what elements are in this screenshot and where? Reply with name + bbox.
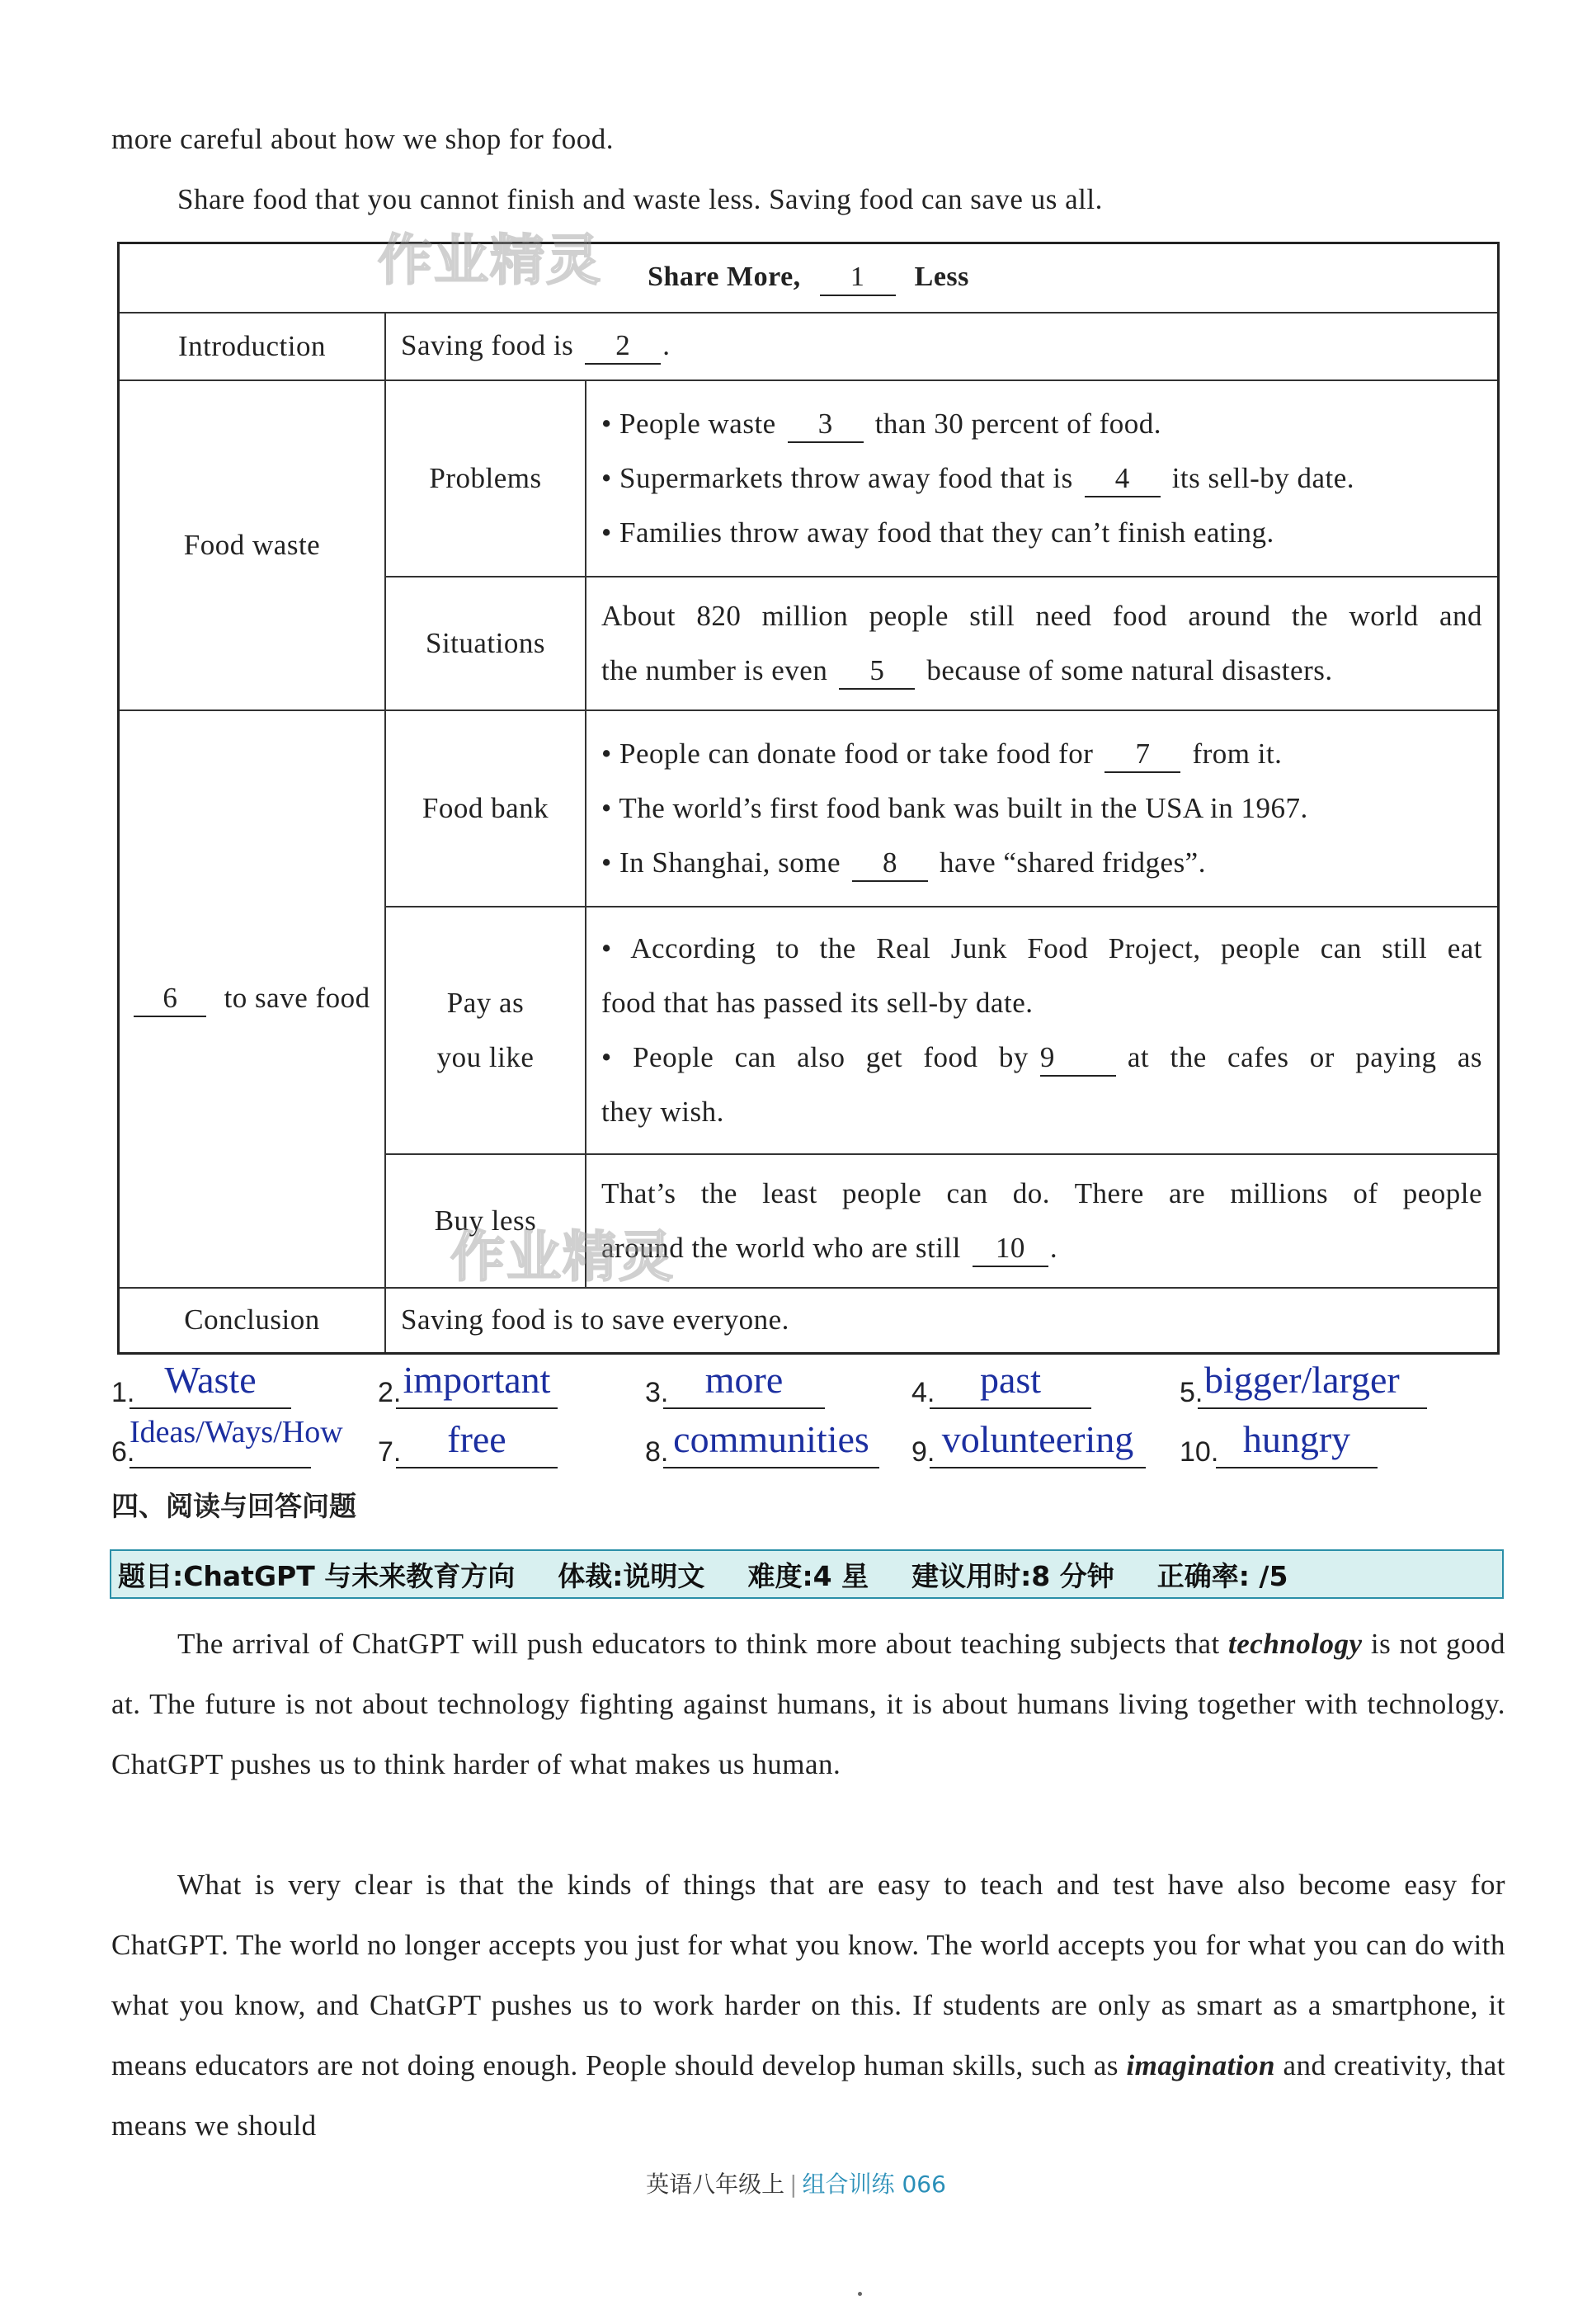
p-text: • People can also get food by xyxy=(601,1040,1029,1073)
answer-number: 8. xyxy=(645,1436,669,1468)
row-label-introduction: Introduction xyxy=(119,313,386,380)
problems-bullet-3: • Families throw away food that they can’t finish eating. xyxy=(601,516,1274,549)
row-label-conclusion: Conclusion xyxy=(119,1288,386,1354)
answers-row-2 xyxy=(111,1409,1514,1468)
answer-number: 2. xyxy=(378,1377,402,1408)
bl-text: . xyxy=(1049,1231,1058,1264)
answer-number: 10. xyxy=(1180,1436,1219,1468)
info-difficulty: 难度:4 星 xyxy=(747,1559,869,1592)
answer-number: 4. xyxy=(911,1377,935,1408)
passage-line-1: more careful about how we shop for food. xyxy=(111,123,614,155)
answer-value: communities xyxy=(663,1416,879,1468)
answer-number: 3. xyxy=(645,1377,669,1408)
answer-value: free xyxy=(396,1416,558,1468)
answer-value: important xyxy=(396,1356,558,1409)
article-text: The arrival of ChatGPT will push educators to think more about teaching subjects that xyxy=(177,1628,1220,1660)
watermark-1: 作业精灵 xyxy=(378,229,602,292)
fb-text: from it. xyxy=(1192,737,1283,770)
blank-5: 5 xyxy=(839,653,915,690)
buy-less-cell xyxy=(586,1154,1499,1288)
pay-line-3 xyxy=(601,1030,1482,1085)
pay-line-1: • According to the Real Junk Food Project, people can still eat xyxy=(601,931,1482,964)
article-text: is not good at. The future is not about technology fighting against humans, it is about humans living together with technology. ChatGPT pushes us to think harder of what makes us human. xyxy=(111,1628,1506,1780)
footer-book: 英语八年级上 xyxy=(646,2171,785,2198)
title-text: Share More xyxy=(648,261,794,292)
blank-3: 3 xyxy=(788,407,864,443)
footer-series: 组合训练 xyxy=(802,2171,895,2198)
problems-bullet-2 xyxy=(601,451,1482,506)
row-label-food-waste: Food waste xyxy=(119,380,386,710)
answer-value: Ideas/Ways/How xyxy=(130,1416,311,1468)
intro-text: Saving food is xyxy=(401,328,574,361)
answer-value: more xyxy=(663,1356,825,1409)
info-genre: 体裁:说明文 xyxy=(558,1559,705,1592)
intro-period: . xyxy=(662,328,671,361)
blank-6: 6 xyxy=(134,981,206,1017)
answer-number: 5. xyxy=(1180,1377,1203,1408)
b-text: than 30 percent of food. xyxy=(874,407,1162,440)
problems-cell xyxy=(586,380,1499,577)
food-bank-bullet-3 xyxy=(601,836,1482,890)
blank-2: 2 xyxy=(585,328,661,365)
answer-number: 6. xyxy=(111,1436,135,1468)
article-text: and creativity, that means we should xyxy=(111,2049,1505,2142)
s-text: because of some natural disasters. xyxy=(926,653,1333,686)
s-text: the number is even xyxy=(601,653,828,686)
answer-number: 9. xyxy=(911,1436,935,1468)
info-accuracy: 正确率: /5 xyxy=(1156,1559,1288,1592)
answer-value: hungry xyxy=(1216,1416,1378,1468)
blank-8: 8 xyxy=(852,846,928,882)
article-paragraph-2 xyxy=(111,1855,1505,2156)
conclusion-cell: Saving food is to save everyone. xyxy=(385,1288,1499,1354)
blank-4: 4 xyxy=(1085,461,1161,497)
food-bank-bullet-2: • The world’s first food bank was built in the USA in 1967. xyxy=(601,791,1308,824)
info-time: 建议用时:8 分钟 xyxy=(911,1559,1114,1592)
pay-line-4: they wish. xyxy=(601,1095,724,1128)
pay-cell xyxy=(586,907,1499,1154)
answer-number: 1. xyxy=(111,1377,135,1408)
article-text: What is very clear is that the kinds of things that are easy to teach and test have also become easy for ChatGPT. The world no longer accepts you just for what you know. The world accepts you for what you can do with what you know, and ChatGPT pushes us to work harder on this. If students are only as smart as a smartphone, it means educators are not doing enough. People should develop human skills, such as xyxy=(111,1869,1505,2081)
title-sep: , xyxy=(793,261,801,292)
blank-7: 7 xyxy=(1105,737,1180,773)
blank-10: 10 xyxy=(973,1231,1048,1267)
article-paragraph-1 xyxy=(111,1614,1505,1794)
b-text: • Supermarkets throw away food that is xyxy=(601,461,1073,494)
sub-label-problems: Problems xyxy=(385,380,586,577)
situations-cell xyxy=(586,577,1499,710)
situations-line-2 xyxy=(601,643,1482,698)
page-footer xyxy=(0,2166,1592,2199)
footer-divider: | xyxy=(789,2171,798,2198)
save-food-label: to save food xyxy=(224,981,370,1014)
situations-line-1: About 820 million people still need food around the world and xyxy=(601,599,1482,632)
summary-table xyxy=(117,242,1500,1355)
passage-line-2: Share food that you cannot finish and waste less. Saving food can save us all. xyxy=(177,183,1103,215)
sub-label-situations: Situations xyxy=(385,577,586,710)
scan-dot xyxy=(858,2292,862,2296)
row-label-save-food xyxy=(119,710,386,1288)
food-bank-bullet-1 xyxy=(601,727,1482,781)
answer-number: 7. xyxy=(378,1436,402,1468)
info-bar xyxy=(110,1549,1504,1599)
b-text: • People waste xyxy=(601,407,776,440)
bl-text: around the world who are still xyxy=(601,1231,961,1264)
pay-line-2: food that has passed its sell-by date. xyxy=(601,986,1034,1019)
blank-9: 9 xyxy=(1040,1040,1116,1077)
info-topic: 题目:ChatGPT 与未来教育方向 xyxy=(118,1559,516,1592)
p-text: at the cafes or paying as xyxy=(1127,1040,1483,1073)
section-title: 四、阅读与回答问题 xyxy=(111,1490,356,1522)
answer-value: Waste xyxy=(130,1356,291,1409)
pay-label-1: Pay as xyxy=(446,986,525,1019)
watermark-2: 作业精灵 xyxy=(450,1225,675,1289)
fb-text: have “shared fridges”. xyxy=(940,846,1206,879)
answer-value: bigger/larger xyxy=(1198,1356,1427,1409)
sub-label-food-bank: Food bank xyxy=(385,710,586,907)
answers-row-1 xyxy=(111,1350,1514,1409)
food-bank-cell xyxy=(586,710,1499,907)
page-number: 066 xyxy=(902,2171,946,2198)
title-text-post: Less xyxy=(914,261,969,292)
buy-less-line-2 xyxy=(601,1221,1482,1275)
pay-label-2: you like xyxy=(436,1040,535,1073)
b-text: its sell-by date. xyxy=(1171,461,1355,494)
answer-value: past xyxy=(930,1356,1091,1409)
buy-less-line-1: That’s the least people can do. There are millions of people xyxy=(601,1176,1482,1209)
sub-label-buy-less: Buy less xyxy=(385,1154,586,1288)
intro-cell xyxy=(385,313,1499,380)
keyword-technology: technology xyxy=(1228,1628,1363,1660)
blank-1: 1 xyxy=(820,260,896,296)
sub-label-pay-as-you-like xyxy=(385,907,586,1154)
fb-text: • In Shanghai, some xyxy=(601,846,841,879)
answer-value: volunteering xyxy=(930,1416,1146,1468)
fb-text: • People can donate food or take food for xyxy=(601,737,1094,770)
table-title xyxy=(119,243,1499,313)
keyword-imagination: imagination xyxy=(1126,2049,1275,2081)
problems-bullet-1 xyxy=(601,397,1482,451)
